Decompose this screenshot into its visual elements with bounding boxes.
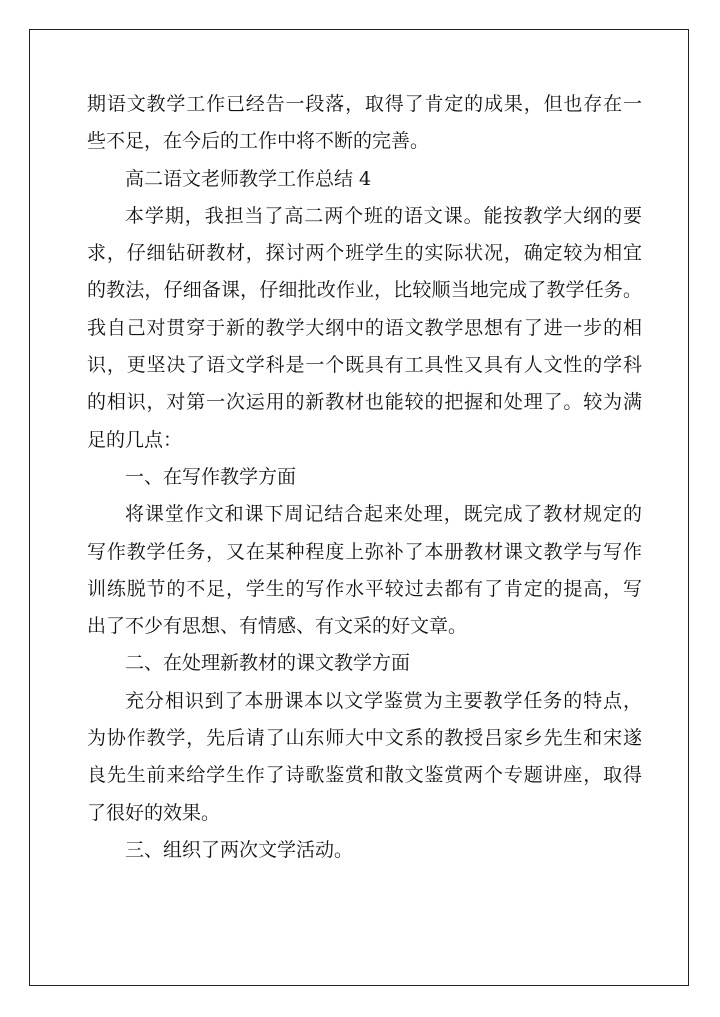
text-line: 我自己对贯穿于新的教学大纲中的语文教学思想有了进一步的相	[87, 316, 642, 339]
text-line: 出了不少有思想、有情感、有文采的好文章。	[87, 615, 468, 638]
text-line: 的相识，对第一次运用的新教材也能较的把握和处理了。较为满	[87, 391, 642, 414]
section-heading: 高二语文老师教学工作总结 4	[125, 167, 372, 190]
text-line: 写作教学任务，又在某种程度上弥补了本册教材课文教学与写作	[87, 540, 642, 563]
text-line: 足的几点：	[87, 428, 183, 451]
section-heading: 三、组织了两次文学活动。	[125, 838, 354, 861]
text-line: 求，仔细钻研教材，探讨两个班学生的实际状况，确定较为相宜	[87, 242, 642, 265]
text-line: 的教法，仔细备课，仔细批改作业，比较顺当地完成了教学任务。	[87, 279, 642, 302]
text-line: 期语文教学工作已经告一段落，取得了肯定的成果，但也存在一	[87, 93, 642, 115]
text-line: 识，更坚决了语文学科是一个既具有工具性又具有人文性的学科	[87, 354, 642, 377]
text-line: 本学期，我担当了高二两个班的语文课。能按教学大纲的要	[125, 204, 642, 227]
text-line: 训练脱节的不足，学生的写作水平较过去都有了肯定的提高，写	[87, 577, 642, 600]
text-line: 了很好的效果。	[87, 801, 221, 824]
text-line: 为协作教学，先后请了山东师大中文系的教授吕家乡先生和宋遂	[87, 727, 642, 750]
text-line: 充分相识到了本册课本以文学鉴赏为主要教学任务的特点，	[125, 689, 642, 712]
section-heading: 二、在处理新教材的课文教学方面	[125, 652, 411, 675]
text-line: 良先生前来给学生作了诗歌鉴赏和散文鉴赏两个专题讲座，取得	[87, 764, 642, 787]
text-line: 些不足，在今后的工作中将不断的完善。	[87, 130, 430, 153]
text-line: 将课堂作文和课下周记结合起来处理，既完成了教材规定的	[125, 503, 642, 526]
document-body	[87, 86, 642, 869]
section-heading: 一、在写作教学方面	[125, 465, 297, 488]
